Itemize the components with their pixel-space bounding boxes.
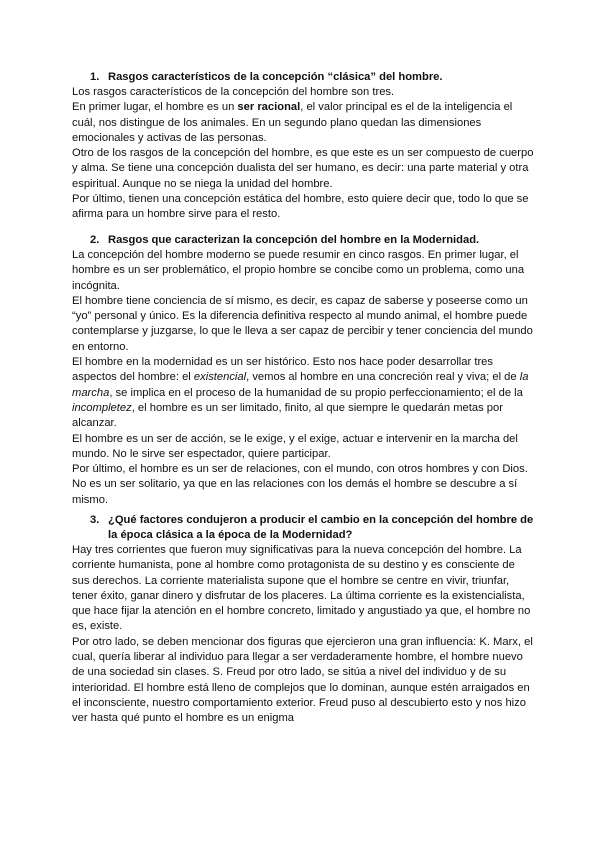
section-3 bbox=[72, 513, 535, 727]
emphasis-italic: existencial bbox=[193, 371, 247, 384]
emphasis-bold: ser racional bbox=[237, 101, 301, 114]
section-title: Rasgos característicos de la concepción “clásica” del hombre. bbox=[108, 71, 443, 83]
paragraph: Por último, el hombre es un ser de relaciones, con el mundo, con otros hombres y con Dios. No es un ser solitario, ya que en las relaciones con los demás el hombre se descubre a sí mismo. bbox=[72, 463, 528, 506]
paragraph: Hay tres corrientes que fueron muy significativas para la nueva concepción del hombre. La corriente humanista, pone al hombre como protagonista de su destino y es consciente de sus derechos. La corriente materialista supone que el hombre se centre en vivir, triunfar, tener éxito, ganar dinero y disfrutar de los placeres. La última corriente es la existencialista, que hace fijar la atención en el hombre concreto, limitado y angustiado ya que, el hombre no es, existe. bbox=[72, 544, 531, 633]
section-1 bbox=[72, 70, 535, 223]
section-heading bbox=[72, 513, 535, 543]
section-2 bbox=[72, 233, 535, 508]
paragraph: La concepción del hombre moderno se puede resumir en cinco rasgos. En primer lugar, el hombre es un ser problemático, el propio hombre se concibe como un problema, como una incógnita. bbox=[72, 249, 525, 292]
section-title: Rasgos que caracterizan la concepción del hombre en la Modernidad. bbox=[108, 234, 480, 246]
paragraph: En primer lugar, el hombre es un ser racional, el valor principal es el de la inteligencia el cuál, nos distingue de los animales. En un segundo plano quedan las dimensiones emocionales y activas de las personas. bbox=[72, 101, 513, 144]
section-heading bbox=[72, 233, 535, 248]
section-number: 1. bbox=[90, 71, 100, 83]
paragraph: El hombre en la modernidad es un ser histórico. Esto nos hace poder desarrollar tres aspectos del hombre: el existencial, vemos al hombre en una concreción real y viva; el de la marcha, se implica en el proceso de la humanidad de su propio perfeccionamiento; el de la incompletez, el hombre es un ser limitado, finito, al que siempre le quedarán metas por alcanzar. bbox=[72, 356, 529, 430]
paragraph: El hombre es un ser de acción, se le exige, y el exige, actuar e intervenir en la marcha del mundo. No le sirve ser espectador, quiere participar. bbox=[72, 432, 518, 460]
paragraph: Los rasgos característicos de la concepción del hombre son tres. bbox=[72, 86, 395, 98]
emphasis-italic: la marcha bbox=[72, 371, 529, 399]
paragraph: Por otro lado, se deben mencionar dos figuras que ejercieron una gran influencia: K. Marx, el cual, quería liberar al individuo para llegar a ser verdaderamente hombre, el hombre nuevo de una sociedad sin clases. S. Freud por otro lado, se sitúa a nivel del individuo y de su interioridad. El hombre está lleno de complejos que lo dominan, aunque estén arraigados en el inconsciente, nuestro comportamiento exterior. Freud puso al descubierto esto y nos hizo ver hasta qué punto el hombre es un enigma bbox=[72, 635, 533, 725]
paragraph: El hombre tiene conciencia de sí mismo, es decir, es capaz de saberse y poseerse como un “yo” personal y único. Es la diferencia definitiva respecto al mundo animal, el hombre puede contemplarse y juzgarse, lo que le lleva a ser capaz de percibir y tener conciencia del mundo en entorno. bbox=[72, 294, 533, 353]
paragraph: Por último, tienen una concepción estática del hombre, esto quiere decir que, todo lo que se afirma para un hombre sirve para el resto. bbox=[72, 193, 529, 221]
section-number: 3. bbox=[90, 514, 100, 526]
section-title: ¿Qué factores condujeron a producir el cambio en la concepción del hombre de la época clásica a la época de la Modernidad? bbox=[108, 514, 534, 541]
section-heading bbox=[72, 70, 535, 85]
paragraph: Otro de los rasgos de la concepción del hombre, es que este es un ser compuesto de cuerpo y alma. Se tiene una concepción dualista del ser humano, es decir: una parte material y otra espiritual. Aunque no se niega la unidad del hombre. bbox=[72, 147, 534, 190]
section-number: 2. bbox=[90, 234, 100, 246]
emphasis-italic: incompletez bbox=[72, 401, 132, 414]
